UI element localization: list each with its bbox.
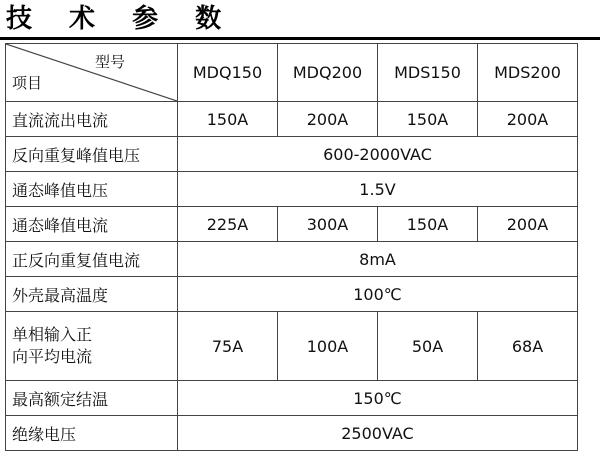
table-cell: 50A — [378, 312, 478, 381]
table-cell-merged: 8mA — [178, 242, 578, 277]
table-row — [6, 242, 578, 277]
row-label: 反向重复峰值电压 — [6, 137, 178, 172]
table-row — [6, 102, 578, 137]
table-cell: 75A — [178, 312, 278, 381]
table-cell: 300A — [278, 207, 378, 242]
corner-header-cell — [6, 44, 178, 102]
row-label — [6, 312, 178, 381]
table-cell: 68A — [478, 312, 578, 381]
table-cell-merged: 1.5V — [178, 172, 578, 207]
table-row — [6, 277, 578, 312]
table-cell-merged: 600-2000VAC — [178, 137, 578, 172]
row-label: 通态峰值电压 — [6, 172, 178, 207]
table-row — [6, 207, 578, 242]
table-row — [6, 172, 578, 207]
table-cell: 200A — [478, 207, 578, 242]
item-label: 项目 — [12, 74, 43, 92]
table-row — [6, 381, 578, 416]
model-header-mdq150: MDQ150 — [178, 44, 278, 102]
table-cell: 225A — [178, 207, 278, 242]
table-cell-merged: 150℃ — [178, 381, 578, 416]
row-label: 正反向重复值电流 — [6, 242, 178, 277]
table-header-row — [6, 44, 578, 102]
title-underline — [0, 37, 600, 40]
table-row — [6, 416, 578, 451]
table-row — [6, 312, 578, 381]
table-cell: 100A — [278, 312, 378, 381]
spec-table — [5, 43, 578, 451]
table-row — [6, 137, 578, 172]
table-cell: 150A — [178, 102, 278, 137]
table-cell-merged: 2500VAC — [178, 416, 578, 451]
table-cell-merged: 100℃ — [178, 277, 578, 312]
model-header-mds150: MDS150 — [378, 44, 478, 102]
table-cell: 150A — [378, 102, 478, 137]
table-cell: 200A — [478, 102, 578, 137]
row-label-line: 单相输入正 — [12, 325, 93, 344]
table-cell: 150A — [378, 207, 478, 242]
model-header-mds200: MDS200 — [478, 44, 578, 102]
model-label: 型号 — [94, 53, 125, 71]
model-header-mdq200: MDQ200 — [278, 44, 378, 102]
page-title: 技 术 参 数 — [6, 4, 236, 34]
table-cell: 200A — [278, 102, 378, 137]
row-label: 直流流出电流 — [6, 102, 178, 137]
row-label-line: 向平均电流 — [12, 347, 93, 366]
row-label: 通态峰值电流 — [6, 207, 178, 242]
row-label: 绝缘电压 — [6, 416, 178, 451]
row-label: 最高额定结温 — [6, 381, 178, 416]
row-label: 外壳最高温度 — [6, 277, 178, 312]
